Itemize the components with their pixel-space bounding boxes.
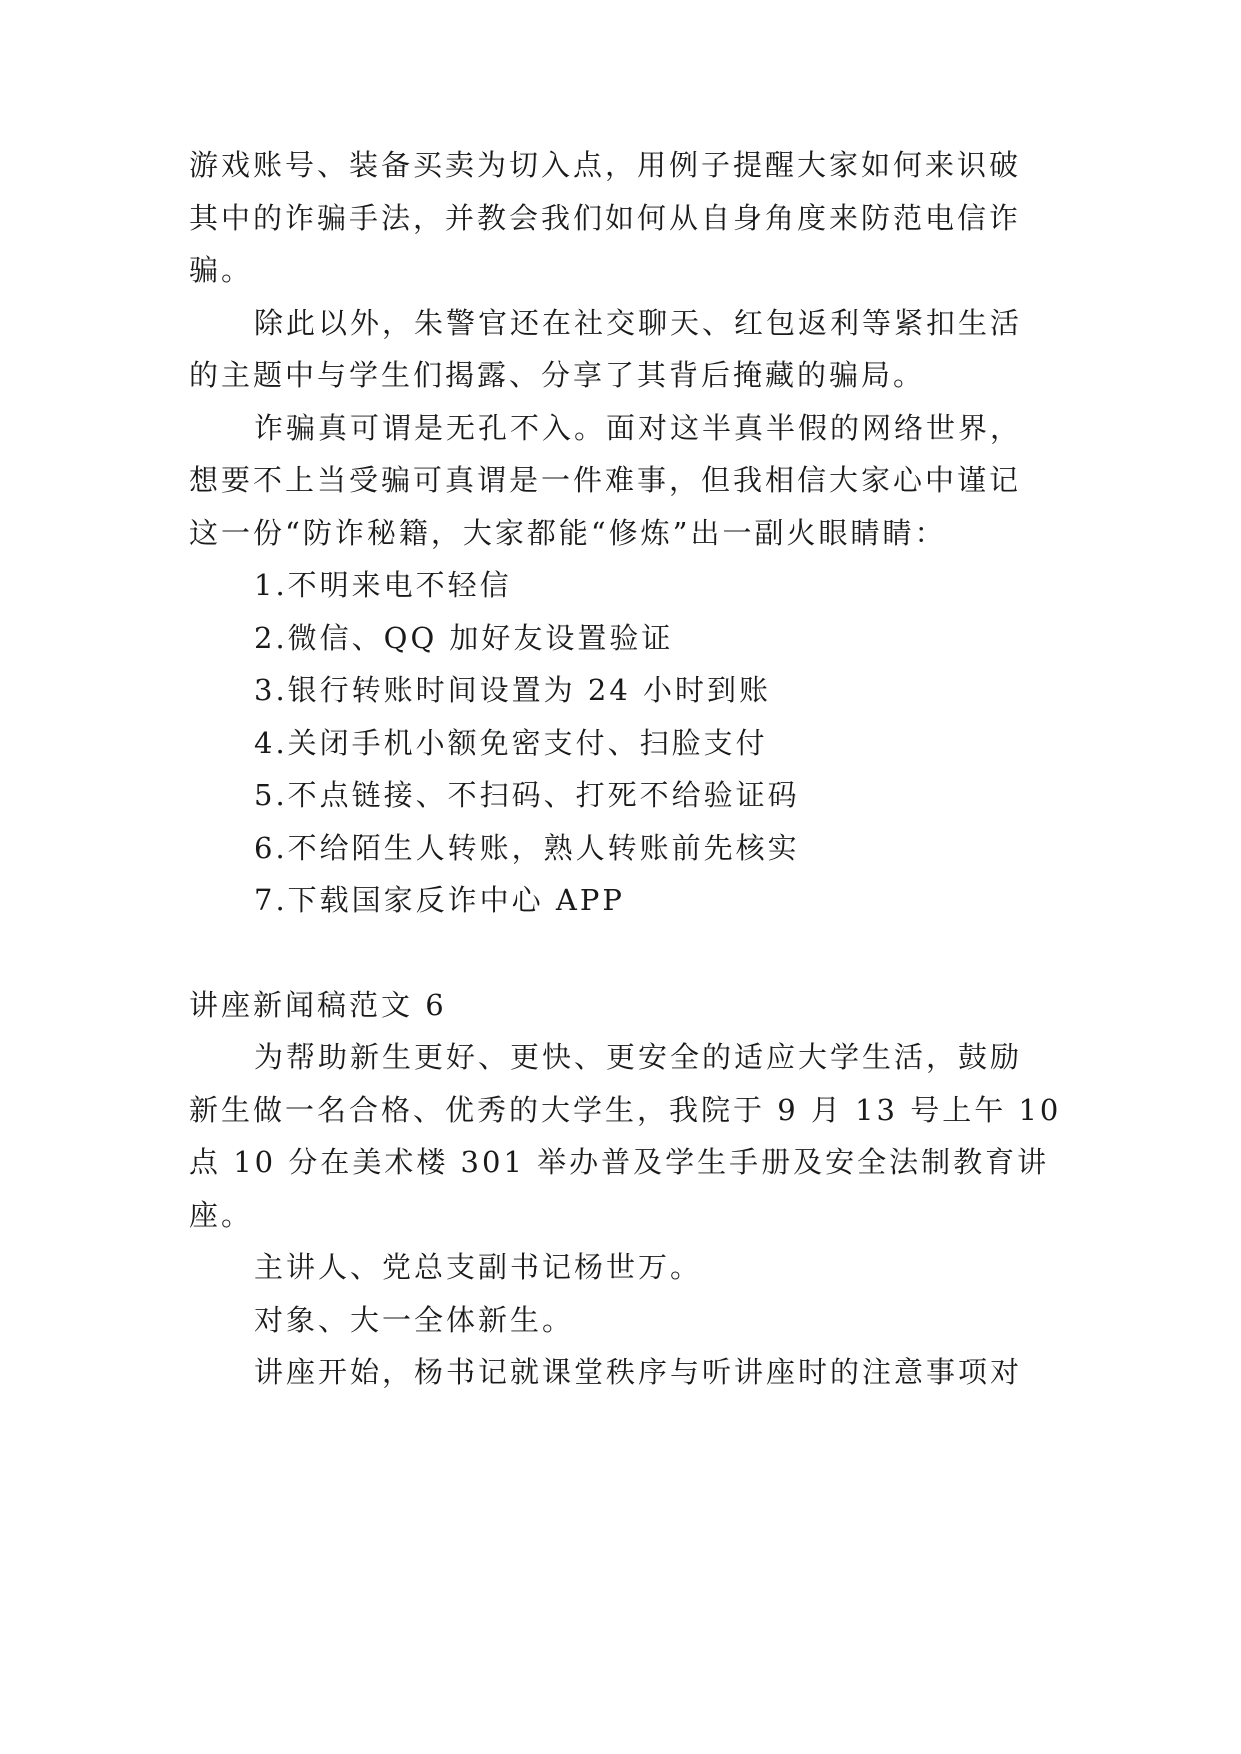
paragraph-line: 主讲人、党总支副书记杨世万。 (254, 1250, 703, 1284)
tip-item: 1.不明来电不轻信 (254, 568, 512, 602)
section-title: 讲座新闻稿范文 6 (189, 988, 447, 1022)
paragraph-line: 的主题中与学生们揭露、分享了其背后掩藏的骗局。 (189, 358, 926, 392)
paragraph-line: 除此以外，朱警官还在社交聊天、红包返利等紧扣生活 (254, 306, 1023, 340)
paragraph-line: 游戏账号、装备买卖为切入点，用例子提醒大家如何来识破 (189, 148, 1022, 182)
tip-item: 3.银行转账时间设置为 24 小时到账 (254, 673, 772, 707)
tip-item: 5.不点链接、不扫码、打死不给验证码 (254, 778, 800, 812)
tip-item: 6.不给陌生人转账，熟人转账前先核实 (254, 831, 800, 865)
paragraph-line: 其中的诈骗手法，并教会我们如何从自身角度来防范电信诈 (189, 201, 1022, 235)
paragraph-line: 骗。 (189, 253, 254, 287)
paragraph-line: 讲座开始，杨书记就课堂秩序与听讲座时的注意事项对 (254, 1355, 1023, 1389)
paragraph-line: 点 10 分在美术楼 301 举办普及学生手册及安全法制教育讲 (189, 1145, 1050, 1179)
paragraph-line: 想要不上当受骗可真谓是一件难事，但我相信大家心中谨记 (189, 463, 1022, 497)
paragraph-line: 这一份“防诈秘籍，大家都能“修炼”出一副火眼睛睛： (189, 516, 947, 550)
paragraph-line: 新生做一名合格、优秀的大学生，我院于 9 月 13 号上午 10 (189, 1093, 1062, 1127)
paragraph-line: 对象、大一全体新生。 (254, 1303, 575, 1337)
paragraph-line: 座。 (189, 1198, 254, 1232)
paragraph-line: 为帮助新生更好、更快、更安全的适应大学生活，鼓励 (254, 1040, 1023, 1074)
paragraph-line: 诈骗真可谓是无孔不入。面对这半真半假的网络世界， (254, 411, 1023, 445)
tip-item: 2.微信、QQ 加好友设置验证 (254, 621, 674, 655)
tip-item: 4.关闭手机小额免密支付、扫脸支付 (254, 726, 768, 760)
tip-item: 7.下载国家反诈中心 APP (254, 883, 625, 917)
